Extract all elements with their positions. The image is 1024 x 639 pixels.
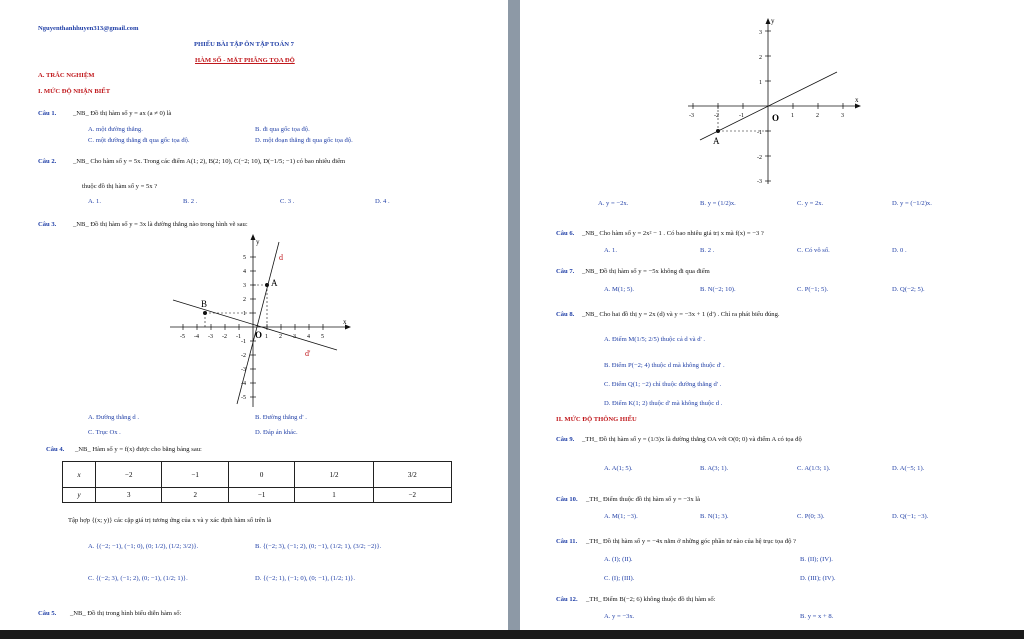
x-tick-label: -1 bbox=[739, 113, 744, 119]
y-tick-label: -3 bbox=[757, 179, 762, 185]
point-b-label: B bbox=[201, 299, 208, 309]
option-a: A. M(1; 5). bbox=[604, 286, 635, 293]
worksheet-title: PHIẾU BÀI TẬP ÔN TẬP TOÁN 7 bbox=[194, 41, 294, 48]
question-text: _NB_ Cho hàm số y = 5x. Trong các điểm A(1; 2), B(2; 10), C(−2; 10), D(−1/5; −1) có bao nhiêu điểm bbox=[73, 158, 346, 165]
question-text: _TH_ Đồ thị hàm số y = (1/3)x là đường thẳng OA với O(0; 0) và điểm A có tọa độ bbox=[582, 436, 802, 443]
option-a: A. y = −2x. bbox=[598, 200, 629, 207]
y-tick-label: 1 bbox=[759, 80, 762, 86]
x-tick-label: -4 bbox=[194, 334, 199, 340]
y-tick-label: -4 bbox=[241, 381, 246, 387]
option-c: C. Trục Ox . bbox=[88, 429, 121, 436]
option-c: C. {(−2; 3), (−1; 2), (0; −1), (1/2; 1)}. bbox=[88, 575, 188, 582]
option-b: B. 2 . bbox=[183, 198, 198, 205]
option-c: C. P(0; 3). bbox=[797, 513, 825, 520]
question-text: _NB_ Cho hai đồ thị y = 2x (d) và y = −3x + 1 (d') . Chỉ ra phát biểu đúng. bbox=[582, 311, 780, 318]
option-a: A. (I); (II). bbox=[604, 556, 633, 563]
question-text: _NB_ Cho hàm số y = 2x² − 1 . Có bao nhiêu giá trị x mà f(x) = −3 ? bbox=[582, 230, 764, 237]
x-tick-label: 1 bbox=[265, 334, 268, 340]
question-number: Câu 11. bbox=[556, 538, 578, 545]
x-tick-label: -5 bbox=[180, 334, 185, 340]
y-tick-label: -2 bbox=[757, 155, 762, 161]
y-tick-label: 4 bbox=[243, 269, 246, 275]
option-d: D. 4 . bbox=[375, 198, 390, 205]
question-text: _TH_ Đồ thị hàm số y = −4x nằm ở những góc phần tư nào của hệ trục tọa độ ? bbox=[586, 538, 796, 545]
bottom-taskbar bbox=[0, 630, 1024, 639]
option-b: B. {(−2; 3), (−1; 2), (0; −1), (1/2; 1), (3/2; −2)}. bbox=[255, 543, 382, 550]
question-number: Câu 5. bbox=[38, 610, 57, 617]
option-a: A. Điểm M(1/5; 2/5) thuộc cả d và d' . bbox=[604, 336, 705, 343]
y-tick-label: -1 bbox=[757, 130, 762, 136]
question-text: _NB_ Đồ thị hàm số y = 3x là đường thẳng nào trong hình vẽ sau: bbox=[73, 221, 248, 228]
option-d: D. A(−5; 1). bbox=[892, 465, 925, 472]
author-email: Nguyenthanhhuyen313@gmail.com bbox=[38, 25, 139, 32]
option-c: C. 3 . bbox=[280, 198, 295, 205]
page-right bbox=[520, 0, 1024, 630]
x-tick-label: 5 bbox=[321, 334, 324, 340]
question-number: Câu 6. bbox=[556, 230, 575, 237]
x-tick-label: 1 bbox=[791, 113, 794, 119]
option-c: C. Có vô số. bbox=[797, 247, 830, 254]
option-b: B. (II); (IV). bbox=[800, 556, 833, 563]
x-tick-label: 3 bbox=[293, 334, 296, 340]
option-d: D. 0 . bbox=[892, 247, 907, 254]
x-tick-label: -2 bbox=[222, 334, 227, 340]
option-d: D. y = (−1/2)x. bbox=[892, 200, 932, 207]
option-c: C. A(1/3; 1). bbox=[797, 465, 831, 472]
table-cell: −2 bbox=[373, 488, 451, 503]
option-b: B. y = x + 8. bbox=[800, 613, 834, 620]
question-text-continued: Tập hợp {(x; y)} các cặp giá trị tương ứng của x và y xác định hàm số trên là bbox=[68, 517, 272, 524]
question-text: _TH_ Điểm thuộc đồ thị hàm số y = −3x là bbox=[586, 496, 701, 503]
option-a: A. M(1; −3). bbox=[604, 513, 638, 520]
question-text-continued: thuộc đồ thị hàm số y = 5x ? bbox=[82, 183, 158, 190]
option-b: B. y = (1/2)x. bbox=[700, 200, 736, 207]
option-a: A. một đường thẳng. bbox=[88, 126, 143, 133]
section-a-heading: A. TRẮC NGHIỆM bbox=[38, 72, 95, 79]
question-number: Câu 4. bbox=[46, 446, 65, 453]
question-text: _NB_ Đồ thị trong hình biểu diễn hàm số: bbox=[70, 610, 182, 617]
table-cell: x bbox=[63, 462, 96, 488]
y-tick-label: 5 bbox=[243, 255, 246, 261]
option-b: B. Đường thẳng d' . bbox=[255, 414, 307, 421]
option-c: C. P(−1; 5). bbox=[797, 286, 829, 293]
option-c: C. y = 2x. bbox=[797, 200, 824, 207]
question-text: _NB_ Đồ thị hàm số y = −5x không đi qua điểm bbox=[582, 268, 710, 275]
option-a: A. y = −3x. bbox=[604, 613, 635, 620]
option-b: B. A(3; 1). bbox=[700, 465, 729, 472]
table-cell: 0 bbox=[228, 462, 294, 488]
option-d: D. một đoạn thẳng đi qua gốc tọa độ. bbox=[255, 137, 353, 144]
option-a: A. {(−2; −1), (−1; 0), (0; 1/2), (1/2; 3/2)}. bbox=[88, 543, 199, 550]
option-b: B. N(1; 3). bbox=[700, 513, 729, 520]
x-tick-label: 2 bbox=[279, 334, 282, 340]
option-d: D. Điểm K(1; 2) thuộc d' mà không thuộc d . bbox=[604, 400, 723, 407]
option-a: A. 1. bbox=[604, 247, 618, 254]
level-2-heading: II. MỨC ĐỘ THÔNG HIỂU bbox=[556, 416, 637, 423]
y-axis-label: y bbox=[771, 17, 775, 25]
option-d: D. Đáp án khác. bbox=[255, 429, 298, 436]
question-number: Câu 7. bbox=[556, 268, 575, 275]
x-tick-label: 4 bbox=[307, 334, 310, 340]
question-number: Câu 1. bbox=[38, 110, 57, 117]
line-d-label: d bbox=[279, 253, 283, 262]
y-tick-label: 3 bbox=[243, 283, 246, 289]
x-axis-label: x bbox=[343, 318, 347, 326]
table-cell: −1 bbox=[162, 462, 228, 488]
y-tick-label: -3 bbox=[241, 367, 246, 373]
level-1-heading: I. MỨC ĐỘ NHẬN BIẾT bbox=[38, 88, 111, 95]
line-d-prime-label: d' bbox=[305, 349, 311, 358]
question-text: _NB_ Đồ thị hàm số y = ax (a ≠ 0) là bbox=[73, 110, 172, 117]
option-c: C. Điểm Q(1; −2) chỉ thuộc đường thẳng d' . bbox=[604, 381, 722, 388]
option-a: A. A(1; 5). bbox=[604, 465, 633, 472]
x-tick-label: -2 bbox=[714, 113, 719, 119]
x-tick-label: -3 bbox=[689, 113, 694, 119]
question-number: Câu 9. bbox=[556, 436, 575, 443]
table-cell: −1 bbox=[228, 488, 294, 503]
point-a-label: A bbox=[713, 136, 720, 146]
option-b: B. đi qua gốc tọa độ. bbox=[255, 126, 310, 133]
y-tick-label: -5 bbox=[241, 395, 246, 401]
table-cell: 1 bbox=[295, 488, 373, 503]
option-d: D. Q(−2; 5). bbox=[892, 286, 925, 293]
table-cell: 3/2 bbox=[373, 462, 451, 488]
worksheet-subtitle: HÀM SỐ - MẶT PHẲNG TỌA ĐỘ bbox=[195, 57, 295, 64]
option-a: A. Đường thẳng d . bbox=[88, 414, 140, 421]
y-axis-label: y bbox=[256, 238, 260, 246]
y-tick-label: 1 bbox=[243, 311, 246, 317]
x-tick-label: -1 bbox=[236, 334, 241, 340]
question-number: Câu 8. bbox=[556, 311, 575, 318]
table-cell: y bbox=[63, 488, 96, 503]
y-tick-label: -2 bbox=[241, 353, 246, 359]
option-c: C. một đường thẳng đi qua gốc tọa độ. bbox=[88, 137, 190, 144]
question-text: _NB_ Hàm số y = f(x) được cho bằng bảng sau: bbox=[75, 446, 202, 453]
table-cell: −2 bbox=[96, 462, 162, 488]
option-b: B. 2 . bbox=[700, 247, 715, 254]
point-a-label: A bbox=[271, 278, 278, 288]
x-tick-label: -3 bbox=[208, 334, 213, 340]
question-number: Câu 10. bbox=[556, 496, 578, 503]
question-number: Câu 3. bbox=[38, 221, 57, 228]
graph-question-5 bbox=[685, 14, 865, 186]
question-number: Câu 2. bbox=[38, 158, 57, 165]
table-cell: 3 bbox=[96, 488, 162, 503]
question-number: Câu 12. bbox=[556, 596, 578, 603]
graph-question-3 bbox=[165, 232, 355, 410]
function-value-table bbox=[62, 461, 452, 503]
table-cell: 2 bbox=[162, 488, 228, 503]
option-d: D. Q(−1; −3). bbox=[892, 513, 929, 520]
option-d: D. {(−2; 1), (−1; 0), (0; −1), (1/2; 1)}. bbox=[255, 575, 356, 582]
origin-label: O bbox=[255, 330, 263, 340]
option-a: A. 1. bbox=[88, 198, 102, 205]
option-b: B. N(−2; 10). bbox=[700, 286, 736, 293]
origin-label: O bbox=[772, 113, 780, 123]
x-tick-label: 3 bbox=[841, 113, 844, 119]
page-left bbox=[0, 0, 508, 630]
option-b: B. Điểm P(−2; 4) thuộc d mà không thuộc d' . bbox=[604, 362, 725, 369]
table-cell: 1/2 bbox=[295, 462, 373, 488]
x-axis-label: x bbox=[855, 96, 859, 104]
y-tick-label: 3 bbox=[759, 30, 762, 36]
y-tick-label: 2 bbox=[243, 297, 246, 303]
y-tick-label: 2 bbox=[759, 55, 762, 61]
option-c: C. (I); (III). bbox=[604, 575, 635, 582]
question-text: _TH_ Điểm B(−2; 6) không thuộc đồ thị hàm số: bbox=[586, 596, 716, 603]
option-d: D. (III); (IV). bbox=[800, 575, 836, 582]
y-tick-label: -1 bbox=[241, 339, 246, 345]
x-tick-label: 2 bbox=[816, 113, 819, 119]
